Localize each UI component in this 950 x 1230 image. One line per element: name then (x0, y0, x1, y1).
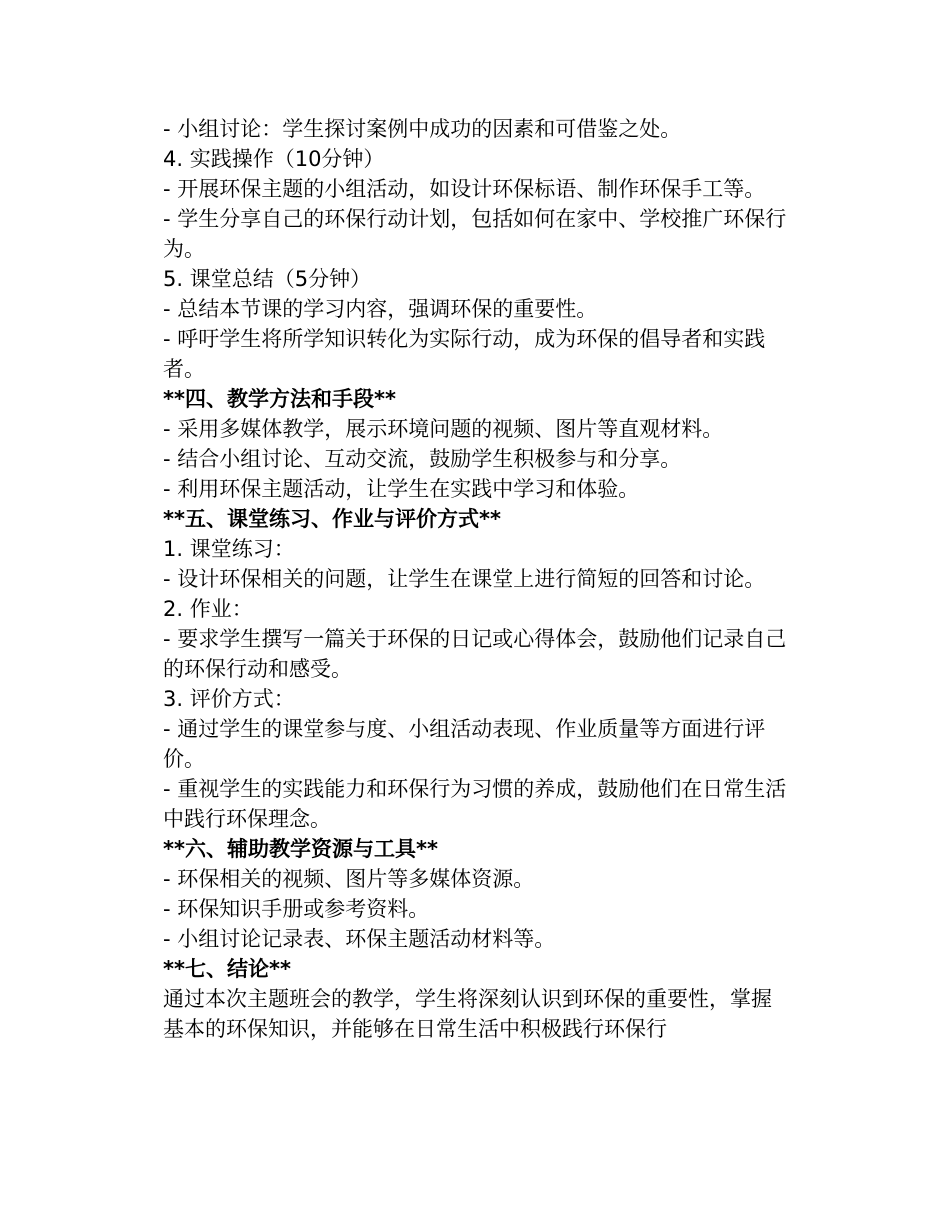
item-evaluation: 3. 评价方式： (163, 687, 295, 711)
bullet-call-to-action: - 呼吁学生将所学知识转化为实际行动，成为环保的倡导者和实践者。 (163, 327, 766, 381)
bullet-interaction: - 结合小组讨论、互动交流，鼓励学生积极参与和分享。 (163, 447, 682, 471)
section-heading-resources: **六、辅助教学资源与工具** (163, 837, 438, 861)
item-homework: 2. 作业： (163, 597, 253, 621)
step-practice-title: 4. 实践操作（10分钟） (163, 147, 385, 171)
bullet-write-diary: - 要求学生撰写一篇关于环保的日记或心得体会，鼓励他们记录自己的环保行动和感受。 (163, 627, 787, 681)
bullet-share-plan: - 学生分享自己的环保行动计划，包括如何在家中、学校推广环保行为。 (163, 207, 787, 261)
section-heading-exercises: **五、课堂练习、作业与评价方式** (163, 507, 501, 531)
bullet-summarize-content: - 总结本节课的学习内容，强调环保的重要性。 (163, 297, 598, 321)
bullet-handbook: - 环保知识手册或参考资料。 (163, 897, 430, 921)
document-body (163, 114, 788, 1044)
bullet-group-discussion: - 小组讨论：学生探讨案例中成功的因素和可借鉴之处。 (163, 117, 682, 141)
bullet-themed-activities: - 利用环保主题活动，让学生在实践中学习和体验。 (163, 477, 640, 501)
bullet-multimedia: - 采用多媒体教学，展示环境问题的视频、图片等直观材料。 (163, 417, 724, 441)
bullet-media-resources: - 环保相关的视频、图片等多媒体资源。 (163, 867, 535, 891)
bullet-practice-habits: - 重视学生的实践能力和环保行为习惯的养成，鼓励他们在日常生活中践行环保理念。 (163, 777, 787, 831)
section-heading-conclusion: **七、结论** (163, 957, 291, 981)
bullet-record-sheets: - 小组讨论记录表、环保主题活动材料等。 (163, 927, 556, 951)
bullet-evaluate-participation: - 通过学生的课堂参与度、小组活动表现、作业质量等方面进行评价。 (163, 717, 766, 771)
bullet-group-activity: - 开展环保主题的小组活动，如设计环保标语、制作环保手工等。 (163, 177, 766, 201)
bullet-design-questions: - 设计环保相关的问题，让学生在课堂上进行简短的回答和讨论。 (163, 567, 766, 591)
item-class-exercise: 1. 课堂练习： (163, 537, 295, 561)
conclusion-paragraph: 通过本次主题班会的教学，学生将深刻认识到环保的重要性，掌握基本的环保知识，并能够在日常生活中积极践行环保行 (163, 987, 772, 1041)
step-summary-title: 5. 课堂总结（5分钟） (163, 267, 372, 291)
section-heading-methods: **四、教学方法和手段** (163, 387, 396, 411)
